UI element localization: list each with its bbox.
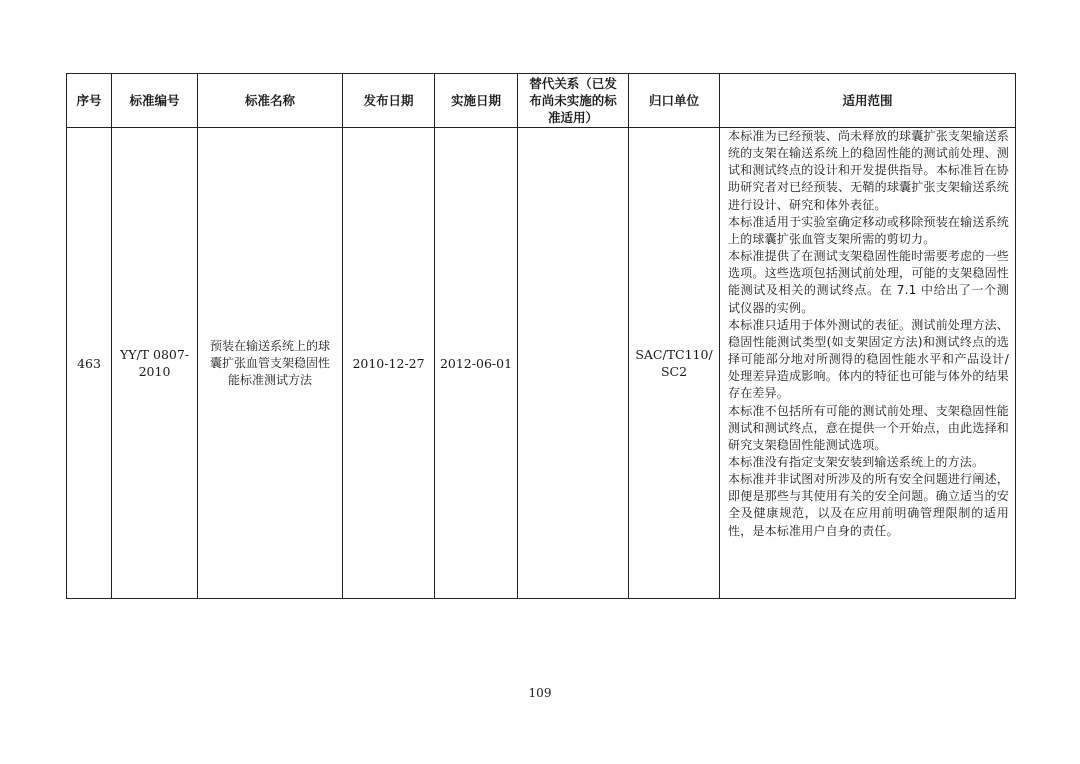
- cell-code: YY/T 0807-2010: [112, 128, 198, 599]
- scope-paragraph: 本标准只适用于体外测试的表征。测试前处理方法、稳固性能测试类型(如支架固定方法)和测试终点的选择可能部分地对所测得的稳固性能水平和产品设计/处理差异造成影响。体内的特征也可能与体外的结果存在差异。: [728, 317, 1009, 401]
- header-effective-date: 实施日期: [435, 74, 518, 128]
- header-unit: 归口单位: [629, 74, 720, 128]
- header-publish-date: 发布日期: [343, 74, 435, 128]
- cell-effective-date: 2012-06-01: [435, 128, 518, 599]
- cell-name: 预装在输送系统上的球囊扩张血管支架稳固性能标准测试方法: [198, 128, 343, 599]
- scope-paragraph: 本标准不包括所有可能的测试前处理、支架稳固性能测试和测试终点，意在提供一个开始点，由此选择和研究支架稳固性能测试选项。: [728, 403, 1009, 452]
- cell-scope: [720, 128, 1016, 599]
- scope-paragraph: 本标准没有指定支架安装到输送系统上的方法。: [728, 454, 985, 469]
- standards-table: [66, 73, 1016, 599]
- header-name: 标准名称: [198, 74, 343, 128]
- scope-paragraph: 本标准适用于实验室确定移动或移除预装在输送系统上的球囊扩张血管支架所需的剪切力。: [728, 214, 1009, 246]
- cell-publish-date: 2010-12-27: [343, 128, 435, 599]
- page-number: 109: [528, 686, 552, 700]
- header-scope: 适用范围: [720, 74, 1016, 128]
- scope-paragraph: 本标准提供了在测试支架稳固性能时需要考虑的一些选项。这些选项包括测试前处理，可能的支架稳固性能测试及相关的测试终点。在 7.1 中给出了一个测试仪器的实例。: [728, 249, 1009, 315]
- table-header-row: [67, 74, 1016, 128]
- header-seq: 序号: [67, 74, 112, 128]
- cell-unit: SAC/TC110/SC2: [629, 128, 720, 599]
- header-code: 标准编号: [112, 74, 198, 128]
- scope-paragraph: 本标准为已经预装、尚未释放的球囊扩张支架输送系统的支架在输送系统上的稳固性能的测试前处理、测试和测试终点的设计和开发提供指导。本标准旨在协助研究者对已经预装、无鞘的球囊扩张支架输送系统进行设计、研究和体外表征。: [728, 129, 1009, 212]
- cell-replace: [518, 128, 629, 599]
- cell-seq: 463: [67, 128, 112, 599]
- table-row: [67, 128, 1016, 599]
- scope-paragraph: 本标准并非试图对所涉及的所有安全问题进行阐述，即便是那些与其使用有关的安全问题。确立适当的安全及健康规范，以及在应用前明确管理限制的适用性，是本标准用户自身的责任。: [728, 472, 1009, 538]
- header-replace: 替代关系（已发布尚未实施的标准适用）: [518, 74, 629, 128]
